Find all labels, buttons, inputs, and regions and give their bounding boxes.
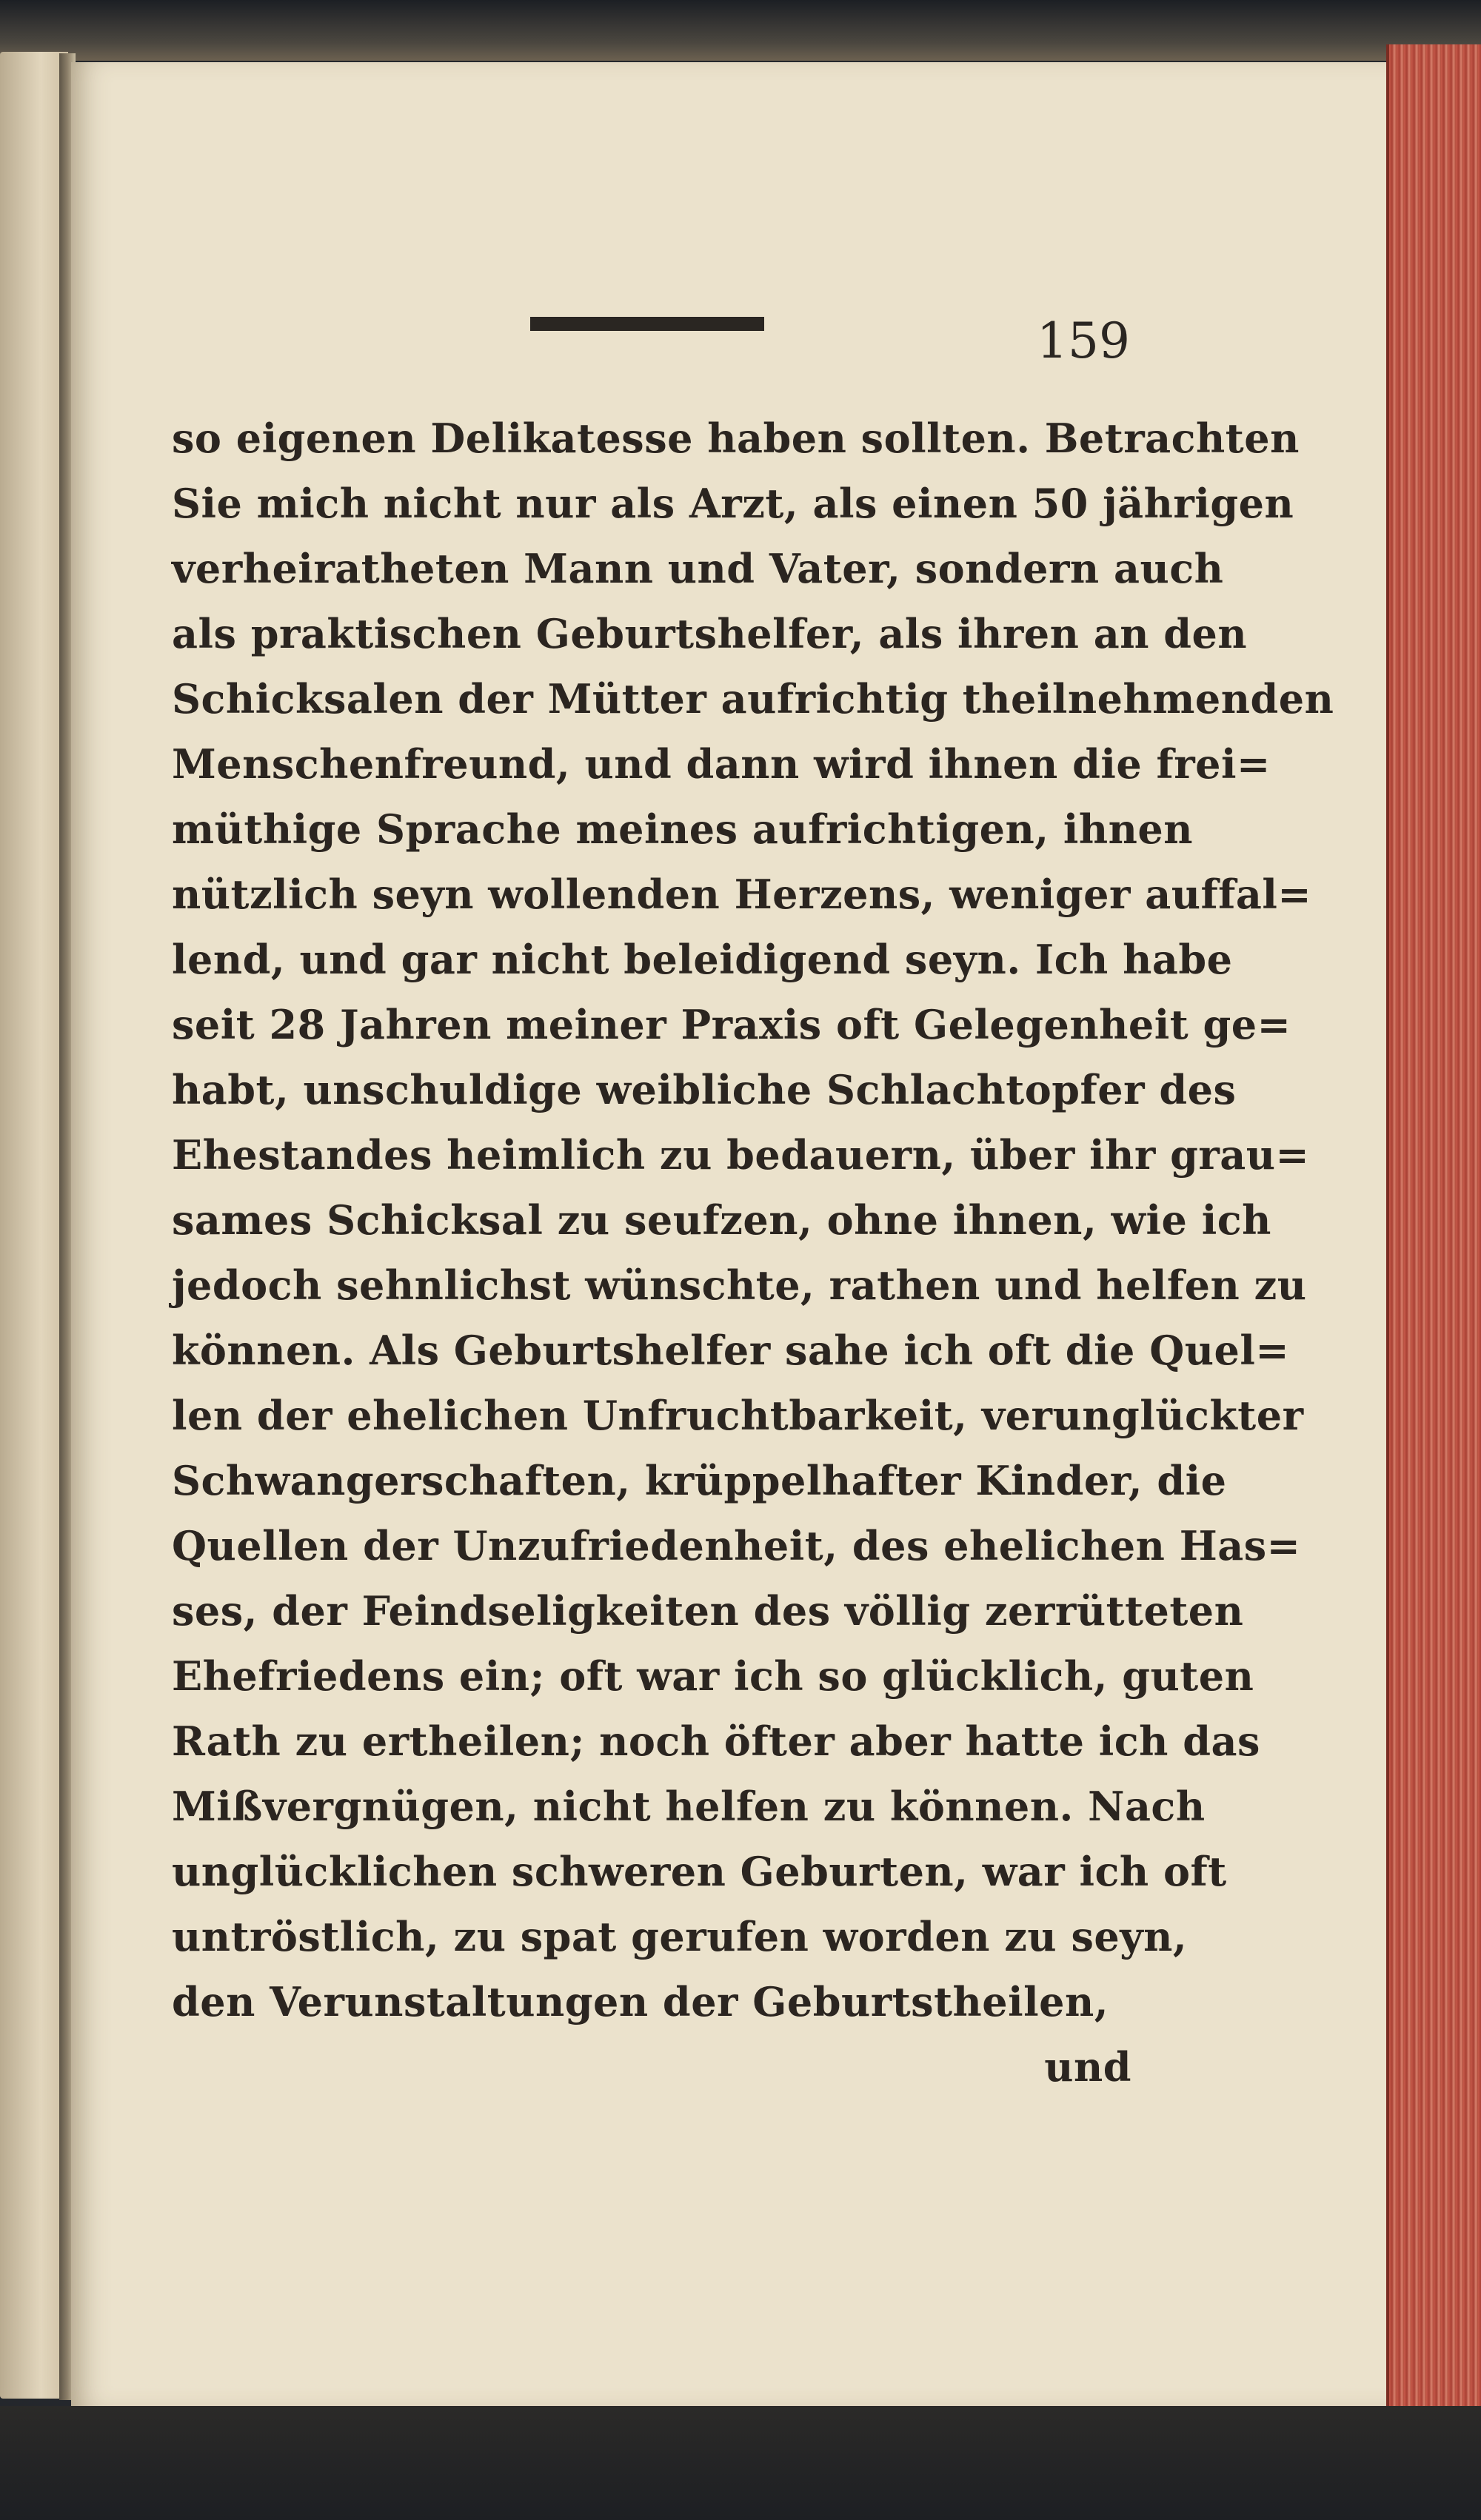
text-line: habt, unschuldige weibliche Schlachtopfer des bbox=[172, 1066, 1237, 1113]
text-line: können. Als Geburtshelfer sahe ich oft die Quel= bbox=[172, 1327, 1290, 1374]
text-line: len der ehelichen Unfruchtbarkeit, verunglückter bbox=[172, 1392, 1304, 1439]
text-line: Ehestandes heimlich zu bedauern, über ihr grau= bbox=[172, 1131, 1310, 1179]
book-bottom-edge bbox=[0, 2406, 1481, 2520]
text-line: müthige Sprache meines aufrichtigen, ihnen bbox=[172, 805, 1194, 853]
text-line: Schicksalen der Mütter aufrichtig theilnehmenden bbox=[172, 675, 1334, 723]
page-body-text bbox=[172, 406, 1334, 2100]
text-line: Sie mich nicht nur als Arzt, als einen 50 jährigen bbox=[172, 480, 1294, 527]
text-line: Schwangerschaften, krüppelhafter Kinder, die bbox=[172, 1457, 1227, 1504]
text-line: verheiratheten Mann und Vater, sondern auch bbox=[172, 545, 1224, 592]
text-line: Menschenfreund, und dann wird ihnen die frei= bbox=[172, 740, 1271, 788]
text-line: lend, und gar nicht beleidigend seyn. Ich habe bbox=[172, 936, 1233, 983]
text-line: ses, der Feindseligkeiten des völlig zerrütteten bbox=[172, 1587, 1244, 1635]
text-line: untröstlich, zu spat gerufen worden zu seyn, bbox=[172, 1913, 1188, 1960]
text-line: unglücklichen schweren Geburten, war ich oft bbox=[172, 1848, 1227, 1895]
catchword: und bbox=[1044, 2043, 1131, 2091]
text-line: nützlich seyn wollenden Herzens, weniger auffal= bbox=[172, 871, 1312, 918]
text-line: jedoch sehnlichst wünschte, rathen und helfen zu bbox=[172, 1261, 1307, 1309]
page-number: 159 bbox=[1037, 312, 1130, 369]
text-line: Quellen der Unzufriedenheit, des ehelichen Has= bbox=[172, 1522, 1301, 1569]
page-fore-edge bbox=[1386, 44, 1481, 2443]
text-line: den Verunstaltungen der Geburtstheilen, bbox=[172, 1978, 1109, 2025]
header-ornament-rule bbox=[530, 317, 764, 331]
text-line: als praktischen Geburtshelfer, als ihren an den bbox=[172, 610, 1248, 657]
left-page-edge bbox=[0, 52, 68, 2399]
text-line: Rath zu ertheilen; noch öfter aber hatte ich das bbox=[172, 1718, 1260, 1765]
text-line: Ehefriedens ein; oft war ich so glücklich, guten bbox=[172, 1652, 1254, 1700]
text-line: so eigenen Delikatesse haben sollten. Betrachten bbox=[172, 415, 1300, 462]
text-line: Mißvergnügen, nicht helfen zu können. Nach bbox=[172, 1783, 1206, 1830]
book-top-edge bbox=[0, 0, 1481, 61]
text-line: sames Schicksal zu seufzen, ohne ihnen, wie ich bbox=[172, 1196, 1271, 1244]
text-line: seit 28 Jahren meiner Praxis oft Gelegenheit ge= bbox=[172, 1001, 1291, 1048]
